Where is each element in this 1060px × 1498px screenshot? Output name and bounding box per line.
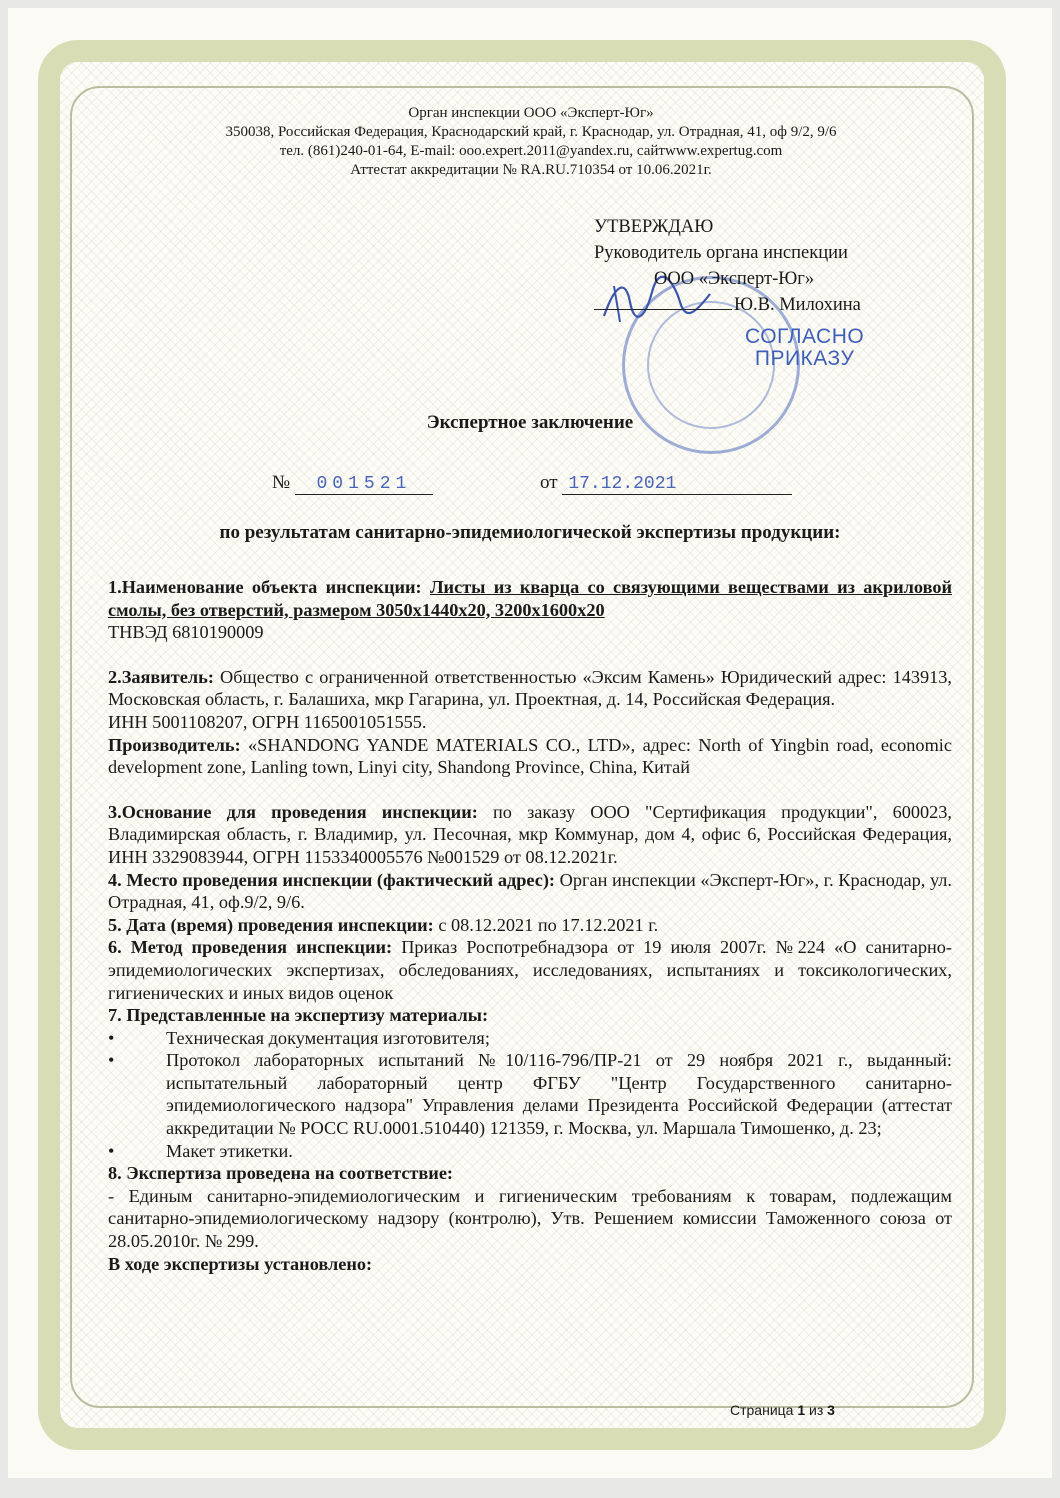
date-value: 17.12.2021 [562, 474, 792, 495]
section-5-text: с 08.12.2021 по 17.12.2021 г. [438, 914, 659, 935]
page-counter [730, 1402, 835, 1418]
list-item [108, 1027, 952, 1050]
document-number [272, 472, 433, 495]
stamp-line-1: СОГЛАСНО [745, 325, 865, 348]
section-6 [108, 936, 952, 1004]
tnved-code: ТНВЭД 6810190009 [108, 622, 264, 643]
number-prefix: № [272, 472, 291, 493]
approval-position: Руководитель органа инспекции [594, 243, 848, 263]
page-of: из [809, 1402, 824, 1418]
bullet-icon: • [108, 1050, 115, 1071]
date-prefix: от [540, 472, 558, 493]
header-line-2: 350038, Российская Федерация, Краснодарский край, г. Краснодар, ул. Отрадная, 41, оф 9/2, 9/6 [225, 124, 837, 140]
stamp-line-2: ПРИКАЗУ [754, 347, 855, 370]
approval-heading: УТВЕРЖДАЮ [594, 217, 714, 237]
list-item-text: Макет этикетки. [166, 1140, 293, 1161]
section-8-label: 8. Экспертиза проведена на соответствие: [108, 1163, 454, 1184]
section-2 [108, 666, 952, 711]
document-date [540, 472, 792, 495]
page-total: 3 [827, 1402, 835, 1418]
document-subtitle: по результатам санитарно-эпидемиологической экспертизы продукции: [219, 522, 841, 543]
section-3-text: по заказу ООО "Сертификация продукции", 600023, Владимирская область, г. Владимир, ул. Песочная, мкр Коммунар, дом 4, офис 6, Российская Федерация, ИНН 3329083944, ОГРН 1153340005576 №001529 от 08.12.2021г. [108, 801, 953, 867]
page-prefix: Страница [730, 1402, 794, 1418]
list-item [108, 1049, 952, 1139]
approval-organization: ООО «Эксперт-Юг» [654, 269, 815, 289]
section-3 [108, 801, 952, 869]
signature-line [594, 309, 732, 310]
list-item [108, 1140, 952, 1163]
section-1 [108, 576, 952, 621]
section-5-label: 5. Дата (время) проведения инспекции: [108, 914, 434, 935]
list-item-text: Протокол лабораторных испытаний №10/116-796/ПР-21 от 29 ноября 2021 г., выданный: испытательный лабораторный центр ФГБУ "Центр Государственного санитарно-эпидемиологического надзора" Управления делами Президента Российской Федерации (аттестат аккредитации № РОСС RU.0001.510440) 121359, г. Москва, ул. Маршала Тимошенко, д. 23; [166, 1050, 952, 1139]
list-item-text: Техническая документация изготовителя; [166, 1027, 490, 1048]
section-4-text: Орган инспекции «Эксперт-Юг», г. Краснодар, ул. Отрадная, 41, оф.9/2, 9/6. [108, 869, 952, 913]
section-9-label: В ходе экспертизы установлено: [108, 1253, 373, 1274]
bullet-icon: • [108, 1140, 115, 1161]
producer-text: «SHANDONG YANDE MATERIALS CO., LTD», адрес: North of Yingbin road, economic development zone, Lanling town, Linyi city, Shandong Province, China, Китай [108, 734, 952, 778]
letterhead [108, 104, 954, 180]
section-3-label: 3.Основание для проведения инспекции: [108, 801, 478, 822]
producer [108, 734, 952, 779]
section-4-label: 4. Место проведения инспекции (фактический адрес): [108, 869, 555, 890]
signer-name: Ю.В. Милохина [734, 295, 861, 315]
section-4 [108, 869, 952, 914]
section-2-label: 2.Заявитель: [108, 666, 214, 687]
document-title: Экспертное заключение [426, 412, 634, 433]
page-current: 1 [797, 1402, 806, 1418]
header-line-1: Орган инспекции ООО «Эксперт-Юг» [408, 105, 654, 121]
agreed-stamp [745, 326, 864, 370]
approval-signer [594, 292, 861, 318]
approval-block [594, 214, 861, 318]
section-6-label: 6. Метод проведения инспекции: [108, 937, 393, 958]
header-line-3: тел. (861)240-01-64, E-mail: ooo.expert.2011@yandex.ru, сайтwww.expertug.com [279, 143, 783, 159]
section-7-label: 7. Представленные на экспертизу материалы: [108, 1005, 489, 1026]
document-body [108, 576, 952, 1275]
section-5 [108, 914, 952, 937]
bullet-icon: • [108, 1027, 115, 1048]
section-2-text: Общество с ограниченной ответственностью «Эксим Камень» Юридический адрес: 143913, Московская область, г. Балашиха, мкр Гагарина, ул. Проектная, д. 14, Российская Федерация. [108, 666, 952, 710]
section-8-text: - Единым санитарно-эпидемиологическим и гигиеническим требованиям к товарам, подлежащим санитарно-эпидемиологическому надзору (контролю), Утв. Решением комиссии Таможенного союза от 28.05.2010г. № 299. [108, 1185, 952, 1252]
producer-label: Производитель: [108, 734, 241, 755]
section-1-value: Листы из кварца со связующими веществами из акриловой смолы, без отверстий, размером 3050x1440x20, 3200x1600x20 [108, 577, 953, 620]
number-value: 001521 [295, 474, 433, 495]
section-1-label: 1.Наименование объекта инспекции: [108, 577, 422, 597]
section-6-text: Приказ Роспотребнадзора от 19 июля 2007г. №224 «О санитарно-эпидемиологических экспертизах, обследованиях, исследованиях, испытаниях и токсикологических, гигиенических и иных видов оценок [108, 937, 952, 1003]
section-2-inn: ИНН 5001108207, ОГРН 1165001051555. [108, 711, 427, 732]
header-line-4: Аттестат аккредитации № RA.RU.710354 от 10.06.2021г. [350, 162, 712, 178]
